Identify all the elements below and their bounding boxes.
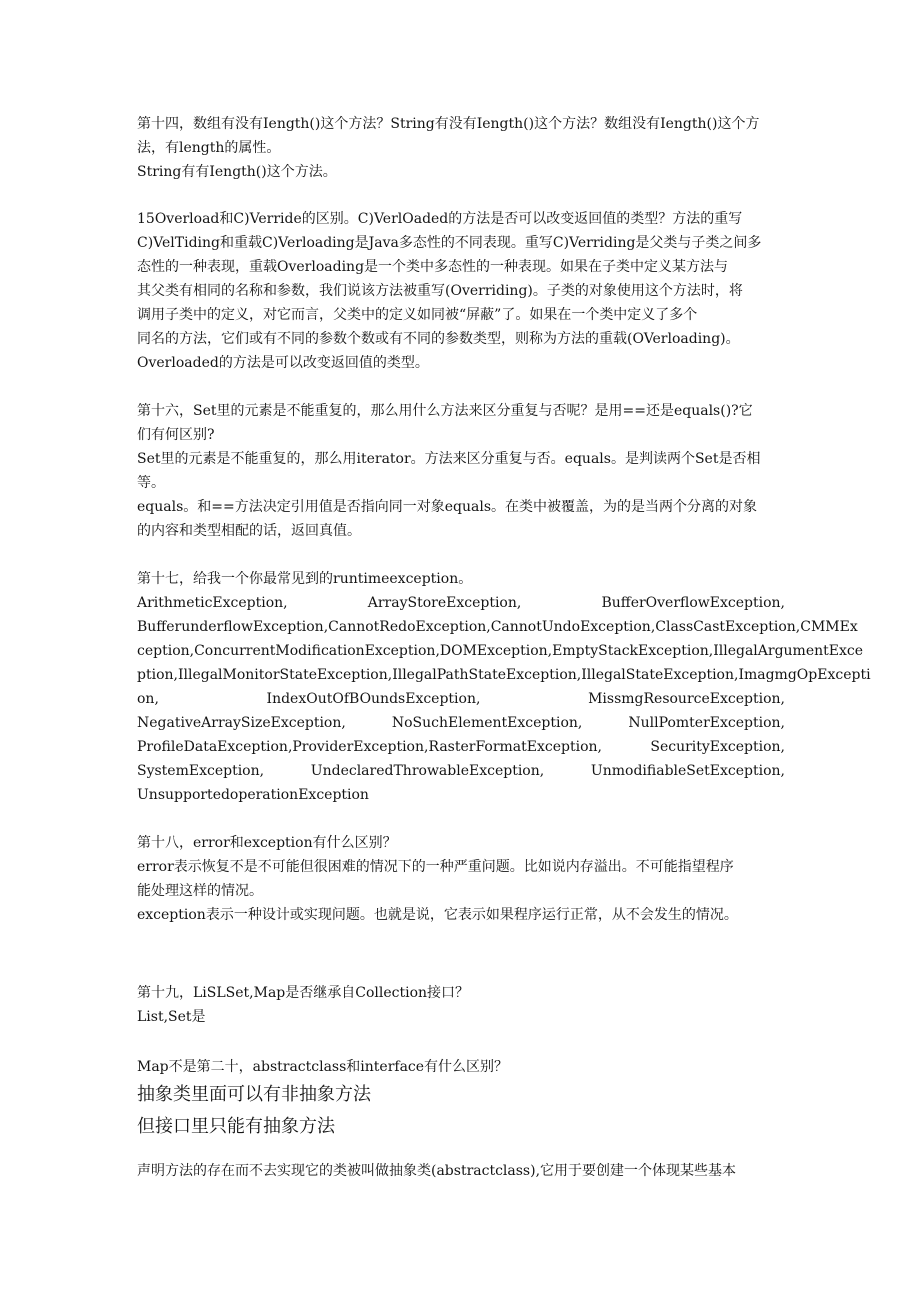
text-line: 同名的方法，它们或有不同的参数个数或有不同的参数类型，则称为方法的重载(OVerloading)。 bbox=[137, 331, 740, 347]
exception-item: ProfileDataException,ProviderException,RasterFormatException, bbox=[137, 739, 602, 755]
question-15-paragraph bbox=[137, 207, 785, 375]
text-line: error表示恢复不是不可能但很困难的情况下的一种严重问题。比如说内存溢出。不可能指望程序 bbox=[137, 859, 734, 875]
text-line: 15Overload和C)Verride的区别。C)VerlOaded的方法是否可以改变返回值的类型？方法的重写 bbox=[137, 211, 743, 227]
text-line: 其父类有相同的名称和参数，我们说该方法被重写(Overriding)。子类的对象使用这个方法时，将 bbox=[137, 283, 743, 299]
exception-row bbox=[137, 783, 785, 807]
exception-row bbox=[137, 663, 871, 687]
exception-item: ception,ConcurrentModificationException,DOMException,EmptyStackException,IllegalArgumentExce bbox=[137, 643, 863, 659]
question-17-title: 第十七，给我一个你最常见到的runtimeexception。 bbox=[137, 571, 473, 587]
question-20-paragraph bbox=[137, 1055, 785, 1143]
text-line: 第十八，error和exception有什么区别？ bbox=[137, 835, 397, 851]
text-line: 们有何区别? bbox=[137, 427, 215, 443]
exception-row bbox=[137, 591, 785, 615]
question-18-paragraph bbox=[137, 831, 785, 927]
text-line: 等。 bbox=[137, 475, 165, 491]
text-line: 法，有length的属性。 bbox=[137, 140, 281, 156]
exception-row bbox=[137, 711, 785, 735]
exception-item: SystemException, bbox=[137, 763, 265, 779]
exception-item: UnmodifiableSetException, bbox=[590, 763, 785, 779]
exception-item: ption,IllegalMonitorStateException,IllegalPathStateException,IllegalStateException,ImagmgOpExcepti bbox=[137, 667, 871, 683]
text-line: 态性的一种表现，重载Overloading是一个类中多态性的一种表现。如果在子类中定义某方法与 bbox=[137, 259, 729, 275]
exception-item: MissmgResourceException, bbox=[588, 691, 785, 707]
text-line: 第十六，Set里的元素是不能重复的，那么用什么方法来区分重复与否呢？是用==还是equals()?它 bbox=[137, 403, 753, 419]
text-line: String有有Iength()这个方法。 bbox=[137, 164, 337, 180]
exception-item: NullPomterException, bbox=[628, 715, 785, 731]
text-line: C)VelTiding和重载C)Verloading是Java多态性的不同表现。重写C)Verriding是父类与子类之间多 bbox=[137, 235, 762, 251]
abstract-class-paragraph bbox=[137, 1159, 785, 1183]
exception-item: NoSuchElementException, bbox=[391, 715, 583, 731]
exception-item: UndeclaredThrowableException, bbox=[310, 763, 545, 779]
exception-row bbox=[137, 639, 863, 663]
exception-row bbox=[137, 735, 785, 759]
text-line: 调用子类中的定义，对它而言，父类中的定义如同被“屏蔽”了。如果在一个类中定义了多个 bbox=[137, 307, 698, 323]
text-line: 第十四，数组有没有Iength()这个方法？String有没有Iength()这个方法？数组没有Iength()这个方 bbox=[137, 116, 760, 132]
text-line: 的内容和类型相配的话，返回真值。 bbox=[137, 523, 361, 539]
exception-row bbox=[137, 759, 785, 783]
exception-item: ArithmeticException, bbox=[137, 595, 288, 611]
text-line: 第十九，LiSLSet,Map是否继承自Collection接口？ bbox=[137, 985, 470, 1001]
question-14-paragraph bbox=[137, 112, 785, 184]
text-line: Overloaded的方法是可以改变返回值的类型。 bbox=[137, 355, 429, 371]
exception-row bbox=[137, 615, 858, 639]
exception-item: BufferOverflowException, bbox=[601, 595, 785, 611]
text-line: 能处理这样的情况。 bbox=[137, 883, 263, 899]
question-17-paragraph bbox=[137, 567, 871, 807]
text-line: Map不是第二十，abstractclass和interface有什么区别？ bbox=[137, 1059, 509, 1075]
large-text-line: 抽象类里面可以有非抽象方法 bbox=[137, 1084, 371, 1105]
exception-item: BufferunderflowException,CannotRedoException,CannotUndoException,ClassCastException,CMMEx bbox=[137, 619, 858, 635]
exception-item: on, bbox=[137, 691, 159, 707]
exception-item: IndexOutOfBOundsException, bbox=[266, 691, 481, 707]
text-line: List,Set是 bbox=[137, 1009, 206, 1025]
text-line: exception表示一种设计或实现问题。也就是说，它表示如果程序运行正常，从不会发生的情况。 bbox=[137, 907, 738, 923]
large-text-line: 但接口里只能有抽象方法 bbox=[137, 1116, 335, 1137]
text-line: equals。和==方法决定引用值是否指向同一对象equals。在类中被覆盖，为的是当两个分离的对象 bbox=[137, 499, 758, 515]
exception-item: ArrayStoreException, bbox=[367, 595, 522, 611]
text-line: 声明方法的存在而不去实现它的类被叫做抽象类(abstractclass),它用于要创建一个体现某些基本 bbox=[137, 1163, 737, 1179]
question-16-paragraph bbox=[137, 399, 785, 543]
text-line: Set里的元素是不能重复的，那么用iterator。方法来区分重复与否。equals。是判读两个Set是否相 bbox=[137, 451, 761, 467]
question-19-paragraph bbox=[137, 981, 785, 1029]
exception-item: SecurityException, bbox=[650, 739, 785, 755]
exception-row bbox=[137, 687, 785, 711]
exception-item: UnsupportedoperationException bbox=[137, 787, 369, 803]
exception-item: NegativeArraySizeException, bbox=[137, 715, 346, 731]
